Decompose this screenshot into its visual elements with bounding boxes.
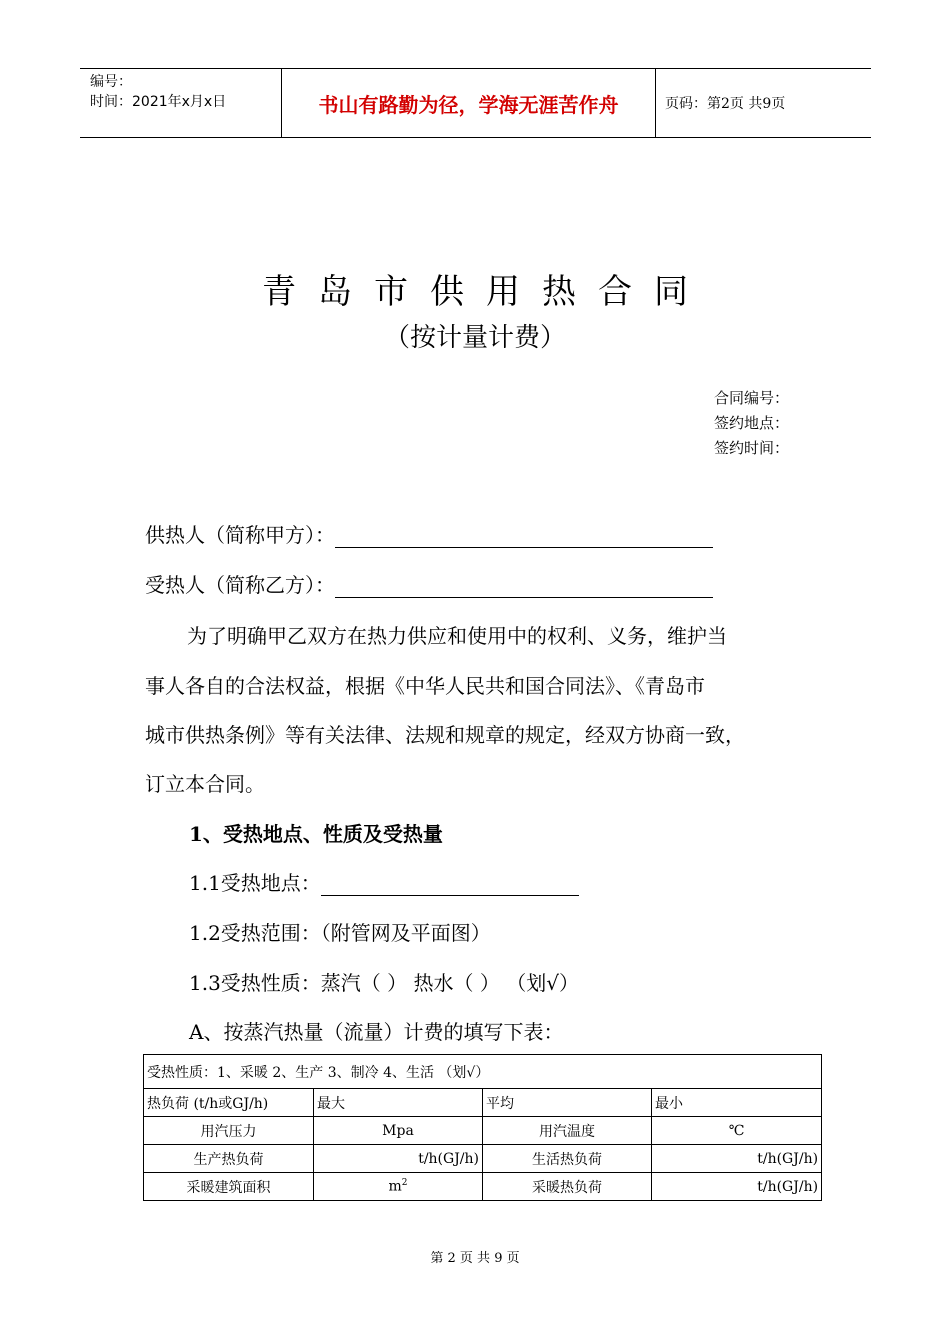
number-label: 编号： bbox=[90, 74, 132, 90]
table-row bbox=[144, 1055, 822, 1089]
contract-meta bbox=[714, 386, 789, 461]
steam-pressure-label: 用汽压力 bbox=[144, 1117, 314, 1145]
area-unit-exponent: 2 bbox=[401, 1178, 408, 1189]
contract-number-label: 合同编号： bbox=[714, 389, 790, 407]
paragraph-line-3: 城市供热条例》等有关法律、法规和规章的规定，经双方协商一致， bbox=[145, 723, 745, 747]
item-a: A、按蒸汽热量（流量）计费的填写下表： bbox=[189, 1020, 564, 1044]
table-row bbox=[144, 1089, 822, 1117]
item-1-3: 1.3受热性质：蒸汽（ ） 热水（ ） （划√） bbox=[189, 971, 579, 995]
party-a-line bbox=[145, 519, 713, 548]
paragraph-line-1: 为了明确甲乙双方在热力供应和使用中的权利、义务，维护当 bbox=[187, 624, 727, 648]
table-row bbox=[144, 1173, 822, 1201]
sign-time-label: 签约时间： bbox=[714, 439, 790, 457]
production-load-unit-cell[interactable]: t/h(GJ/h) bbox=[314, 1145, 483, 1173]
location-blank[interactable] bbox=[321, 875, 579, 896]
max-cell[interactable]: 最大 bbox=[314, 1089, 483, 1117]
steam-temp-unit-cell[interactable]: ℃ bbox=[652, 1117, 822, 1145]
heat-load-label: 热负荷 (t/h或GJ/h) bbox=[144, 1089, 314, 1117]
heating-load-unit-cell[interactable]: t/h(GJ/h) bbox=[652, 1173, 822, 1201]
steam-temp-label: 用汽温度 bbox=[483, 1117, 652, 1145]
party-b-label: 受热人（简称乙方）： bbox=[145, 573, 335, 597]
living-load-unit-cell[interactable]: t/h(GJ/h) bbox=[652, 1145, 822, 1173]
steam-pressure-unit-cell[interactable]: Mpa bbox=[314, 1117, 483, 1145]
document-subtitle: （按计量计费） bbox=[383, 323, 566, 353]
header-left-cell bbox=[80, 69, 281, 137]
item-1-1-label: 1.1受热地点： bbox=[189, 871, 321, 895]
paragraph-line-4: 订立本合同。 bbox=[145, 772, 265, 796]
party-a-label: 供热人（简称甲方）： bbox=[145, 523, 335, 547]
party-a-blank[interactable] bbox=[335, 527, 713, 548]
heating-area-label: 采暖建筑面积 bbox=[144, 1173, 314, 1201]
header-motto: 书山有路勤为径，学海无涯苦作舟 bbox=[281, 69, 656, 137]
header-page-info: 页码：第2页 共9页 bbox=[665, 96, 786, 112]
table-row bbox=[144, 1117, 822, 1145]
area-unit: m bbox=[388, 1178, 402, 1195]
sign-place-label: 签约地点： bbox=[714, 414, 790, 432]
steam-heat-table bbox=[143, 1054, 822, 1201]
avg-cell[interactable]: 平均 bbox=[483, 1089, 652, 1117]
heat-type-cell[interactable]: 受热性质：1、采暖 2、生产 3、制冷 4、生活 （划√） bbox=[144, 1055, 822, 1089]
item-1-2: 1.2受热范围：（附管网及平面图） bbox=[189, 921, 491, 945]
item-1-1 bbox=[189, 867, 579, 896]
living-load-label: 生活热负荷 bbox=[483, 1145, 652, 1173]
min-cell[interactable]: 最小 bbox=[652, 1089, 822, 1117]
section-1-heading: 1、受热地点、性质及受热量 bbox=[189, 822, 443, 846]
heating-area-unit-cell[interactable] bbox=[314, 1173, 483, 1201]
page-header bbox=[80, 68, 871, 138]
paragraph-line-2: 事人各自的合法权益，根据《中华人民共和国合同法》、《青岛市 bbox=[145, 674, 705, 698]
time-label: 时间：2021年x月x日 bbox=[90, 94, 227, 110]
table-row bbox=[144, 1145, 822, 1173]
page-footer: 第 2 页 共 9 页 bbox=[430, 1251, 520, 1266]
party-b-blank[interactable] bbox=[335, 577, 713, 598]
party-b-line bbox=[145, 569, 713, 598]
production-load-label: 生产热负荷 bbox=[144, 1145, 314, 1173]
heating-load-label: 采暖热负荷 bbox=[483, 1173, 652, 1201]
document-title: 青岛市供用热合同 bbox=[262, 272, 710, 312]
